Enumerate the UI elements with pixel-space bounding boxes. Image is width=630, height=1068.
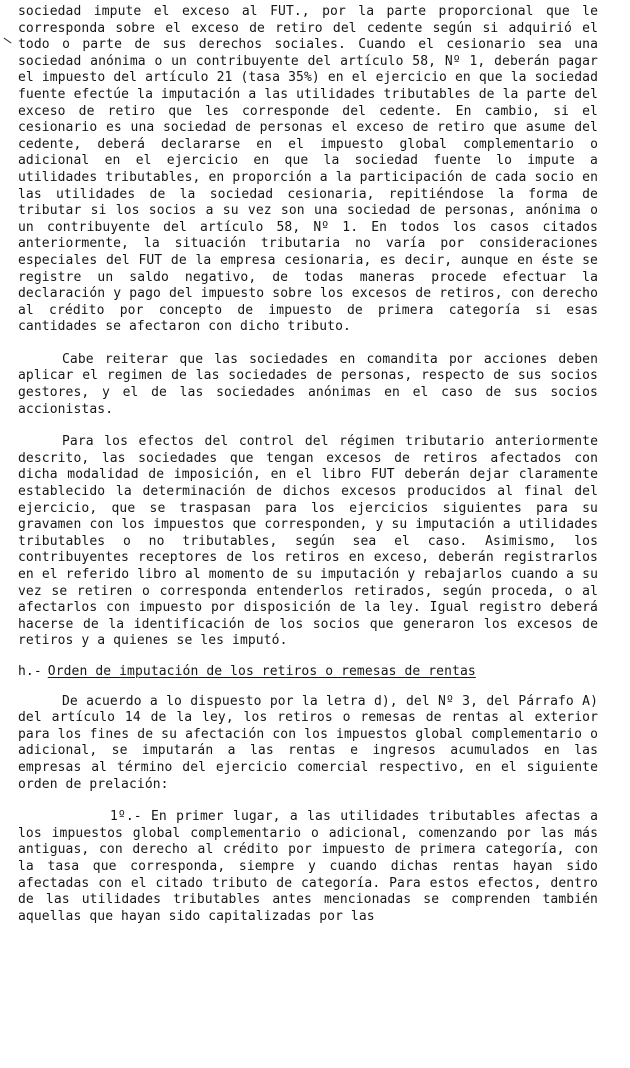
document-page bbox=[18, 4, 598, 925]
body-paragraph-orden-imputacion: De acuerdo a lo dispuesto por la letra d), del Nº 3, del Párrafo A) del artículo 14 de la ley, los retiros o remesas de rentas al exterior para los fines de su afectación con los impuestos global complementario o adicional, se imputarán a las rentas e ingresos acumulados en las empresas al término del ejercicio comercial respectivo, en el siguiente orden de prelación: bbox=[18, 693, 598, 792]
section-title: Orden de imputación de los retiros o remesas de rentas bbox=[47, 663, 476, 679]
section-heading-h bbox=[18, 664, 598, 681]
body-paragraph-continued: sociedad impute el exceso al FUT., por la parte proporcional que le corresponda sobre el exceso de retiro del cedente según si adquirió el todo o parte de sus derechos sociales. Cuando el cesionario sea una sociedad anónima o un contribuyente del artículo 58, Nº 1, deberán pagar el impuesto del artículo 21 (tasa 35%) en el ejercicio en que la sociedad fuente efectúe la imputación a las utilidades tributables de la parte del exceso de retiro que les corresponde del cedente. En cambio, si el cesionario es una sociedad de personas el exceso de retiro que asume del cedente, deberá declararse en el impuesto global complementario o adicional en el ejercicio en que la sociedad fuente lo impute a utilidades tributables, en proporción a la participación de cada socio en las utilidades de la sociedad cesionaria, repitiéndose la forma de tributar si los socios a su vez son una sociedad de personas, anónima o un contribuyente del artículo 58, Nº 1. En todos los casos citados anteriormente, la situación tributaria no varía por consideraciones especiales del FUT de la empresa cesionaria, es decir, aunque en éste se registre un saldo negativo, de todas maneras procede efectuar la declaración y pago del impuesto sobre los excesos de retiros, con derecho al crédito por concepto de impuesto de primera categoría si esas cantidades se afectaron con dicho tributo. bbox=[18, 4, 598, 335]
body-paragraph-comandita: Cabe reiterar que las sociedades en comandita por acciones deben aplicar el regimen de las sociedades de personas, respecto de sus socios gestores, y el de las sociedades anónimas en el caso de sus socios accionistas. bbox=[18, 351, 598, 417]
body-paragraph-control-fut: Para los efectos del control del régimen tributario anteriormente descrito, las sociedades que tengan excesos de retiros afectados con dicha modalidad de imposición, en el libro FUT deberán dejar claramente establecido la determinación de dichos excesos producidos al final del ejercicio, que se traspasan para los ejercicios siguientes para su gravamen con los impuestos que corresponden, y su imputación a utilidades tributables o no tributables, según sea el caso. Asimismo, los contribuyentes receptores de los retiros en exceso, deberán registrarlos en el referido libro al momento de su imputación y rebajarlos cuando a su vez se retiren o corresponda entenderlos retirados, según proceda, o al afectarlos con impuesto por disposición de la ley. Igual registro deberá hacerse de la identificación de los socios que generaron los excesos de retiros y a quienes se les imputó. bbox=[18, 434, 598, 649]
section-marker: h.- bbox=[18, 663, 42, 679]
body-paragraph-item-1: 1º.- En primer lugar, a las utilidades tributables afectas a los impuestos global complementario o adicional, comenzando por las más antiguas, con derecho al crédito por impuesto de primera categoría, con la tasa que corresponda, siempre y cuando dichas rentas hayan sido afectadas con el citado tributo de categoría. Para estos efectos, dentro de las utilidades tributables antes mencionadas se comprenden también aquellas que hayan sido capitalizadas por las bbox=[18, 809, 598, 924]
margin-pen-mark bbox=[4, 38, 12, 44]
